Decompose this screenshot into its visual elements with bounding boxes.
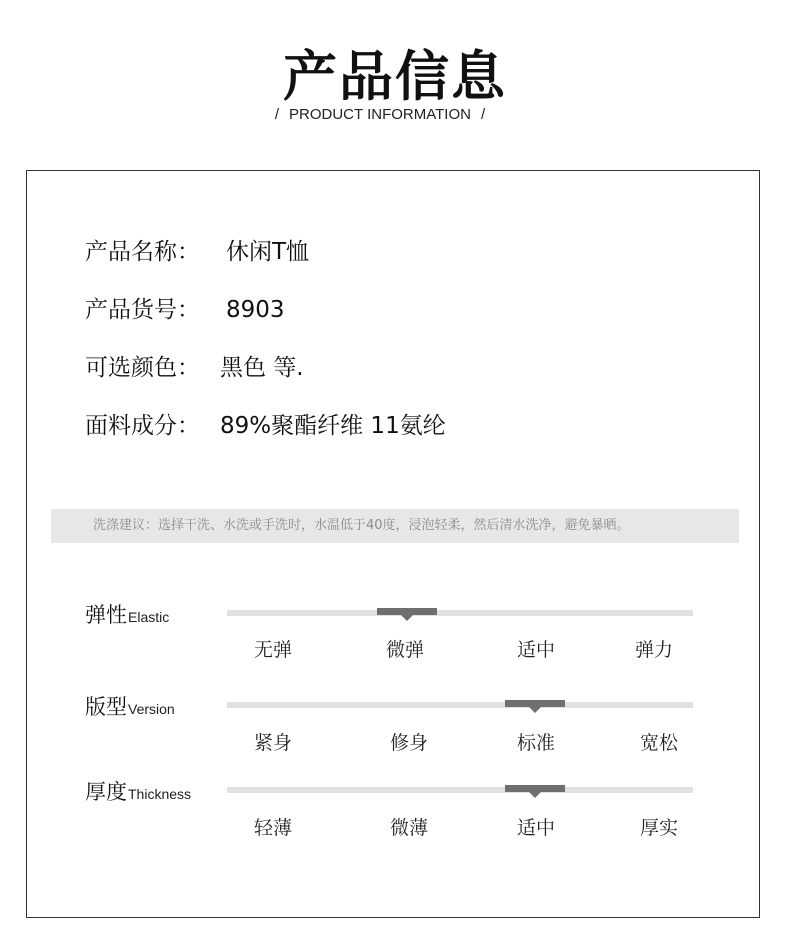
scale-option: 微薄 — [389, 817, 428, 839]
scale-option: 修身 — [389, 732, 428, 754]
attr-label-thickness — [85, 776, 191, 806]
info-row-fabric — [85, 407, 446, 440]
scale-option: 标准 — [516, 732, 555, 754]
info-row-name — [85, 233, 309, 266]
info-value: 休闲T恤 — [226, 239, 310, 265]
scale-option: 适中 — [516, 817, 555, 839]
scale-option: 宽松 — [639, 732, 678, 754]
scale-option: 厚实 — [639, 817, 678, 839]
info-label: 产品货号： — [85, 297, 200, 323]
info-label: 产品名称： — [85, 239, 200, 265]
scale-option: 紧身 — [253, 732, 292, 754]
scale-option: 适中 — [516, 639, 555, 661]
slash-right: / — [480, 106, 486, 123]
attr-label-en: Version — [128, 701, 175, 717]
slash-left: / — [274, 106, 280, 123]
thickness-scale-track — [227, 787, 693, 793]
scale-option: 轻薄 — [253, 817, 292, 839]
info-value: 8903 — [226, 297, 285, 323]
attr-label-cn: 弹性 — [85, 603, 127, 627]
attr-label-cn: 厚度 — [85, 780, 127, 804]
attr-label-en: Thickness — [128, 786, 192, 802]
attr-label-elastic — [85, 599, 169, 629]
subtitle-text: PRODUCT INFORMATION — [289, 106, 471, 123]
info-row-color — [85, 349, 304, 382]
page-subtitle — [0, 106, 760, 123]
care-instructions: 洗涤建议：选择干洗、水洗或手洗时，水温低于40度，浸泡轻柔，然后清水洗净，避免暴晒。 — [51, 509, 739, 543]
info-value: 89%聚酯纤维 11氨纶 — [220, 413, 446, 439]
info-label: 可选颜色： — [85, 355, 200, 381]
scale-option: 弹力 — [634, 639, 673, 661]
attr-label-version — [85, 691, 175, 721]
version-scale-marker — [505, 700, 565, 707]
scale-option: 无弹 — [253, 639, 292, 661]
thickness-scale-marker — [505, 785, 565, 792]
elastic-scale-track — [227, 610, 693, 616]
info-value: 黑色 等. — [220, 355, 304, 381]
product-info-card — [26, 170, 760, 918]
page-title: 产品信息 — [283, 45, 507, 108]
version-scale-track — [227, 702, 693, 708]
scale-option: 微弹 — [385, 639, 424, 661]
info-row-sku — [85, 291, 285, 324]
info-label: 面料成分： — [85, 413, 200, 439]
attr-label-en: Elastic — [128, 609, 170, 625]
elastic-scale-marker — [377, 608, 437, 615]
attr-label-cn: 版型 — [85, 695, 127, 719]
